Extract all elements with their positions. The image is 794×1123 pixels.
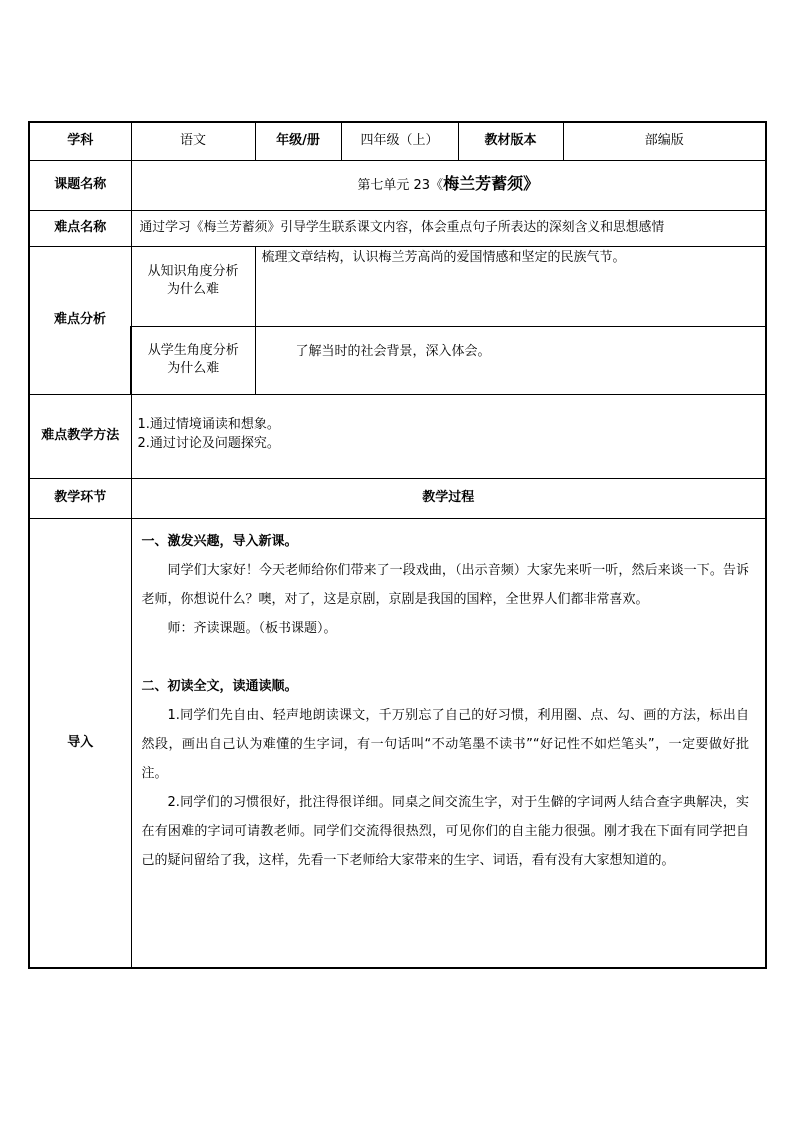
student-angle-line2: 为什么难 [167, 361, 220, 376]
grade-value: 四年级（上） [341, 122, 458, 160]
subject-value: 语文 [131, 122, 255, 160]
method-item-1: 1.通过情境诵读和想象。 [137, 416, 280, 432]
student-angle-label [131, 326, 255, 394]
methods-label: 难点教学方法 [29, 394, 131, 478]
section-2-paragraph-1: 1.同学们先自由、轻声地朗读课文，千万别忘了自己的好习惯，利用圈、点、勾、画的方法，标出自然段，画出自己认为难懂的生字词，有一句话叫“不动笔墨不读书”“好记性不如烂笔头”，一定要做好批注。 [141, 707, 749, 781]
edition-label: 教材版本 [458, 122, 563, 160]
stage-header: 教学环节 [29, 478, 131, 518]
intro-stage-label: 导入 [29, 518, 131, 968]
methods-list [131, 394, 766, 478]
info-row [29, 122, 766, 160]
lesson-suffix: 》 [523, 174, 540, 193]
knowledge-angle-label [131, 246, 255, 326]
section-1-paragraph-1: 同学们大家好！今天老师给你们带来了一段戏曲，（出示音频）大家先来听一听，然后来谈一下。告诉老师，你想说什么？噢，对了，这是京剧，京剧是我国的国粹，全世界人们都非常喜欢。 [141, 562, 749, 607]
lesson-title-cell [131, 160, 766, 210]
section-1-title: 一、激发兴趣，导入新课。 [141, 533, 298, 549]
difficulty-row [29, 210, 766, 246]
section-spacer [142, 643, 750, 672]
intro-row [29, 518, 766, 968]
edition-value: 部编版 [563, 122, 766, 160]
methods-row [29, 394, 766, 478]
lesson-label: 课题名称 [29, 160, 131, 210]
analysis-label: 难点分析 [29, 246, 131, 394]
method-item-2: 2.通过讨论及问题探究。 [137, 435, 280, 451]
analysis-knowledge-row [29, 246, 766, 326]
difficulty-label: 难点名称 [29, 210, 131, 246]
knowledge-angle-line1: 从知识角度分析 [147, 263, 239, 279]
student-angle-line1: 从学生角度分析 [147, 343, 239, 358]
intro-process-cell [131, 518, 766, 968]
grade-label: 年级/册 [255, 122, 341, 160]
lesson-plan-table [28, 121, 767, 969]
lesson-title: 梅兰芳蓄须 [443, 174, 524, 193]
lesson-row [29, 160, 766, 210]
process-header-row [29, 478, 766, 518]
knowledge-angle-text: 梳理文章结构，认识梅兰芳高尚的爱国情感和坚定的民族气节。 [255, 246, 766, 326]
difficulty-text: 通过学习《梅兰芳蓄须》引导学生联系课文内容，体会重点句子所表达的深刻含义和思想感情 [131, 210, 766, 246]
knowledge-angle-line2: 为什么难 [166, 281, 219, 297]
lesson-prefix: 第七单元 23《 [357, 178, 444, 193]
subject-label: 学科 [29, 122, 131, 160]
section-2-title: 二、初读全文，读通读顺。 [141, 678, 298, 694]
section-1-paragraph-2: 师：齐读课题。（板书课题）。 [167, 620, 337, 636]
analysis-student-row [29, 326, 766, 394]
section-2-paragraph-2: 2.同学们的习惯很好，批注得很详细。同桌之间交流生字，对于生僻的字词两人结合查字典解决，实在有困难的字词可请教老师。同学们交流得很热烈，可见你们的自主能力很强。刚才我在下面有同学把自己的疑问留给了我，这样，先看一下老师给大家带来的生字、词语，看有没有大家想知道的。 [141, 794, 749, 868]
process-header: 教学过程 [131, 478, 766, 518]
student-angle-text: 了解当时的社会背景，深入体会。 [255, 326, 766, 394]
